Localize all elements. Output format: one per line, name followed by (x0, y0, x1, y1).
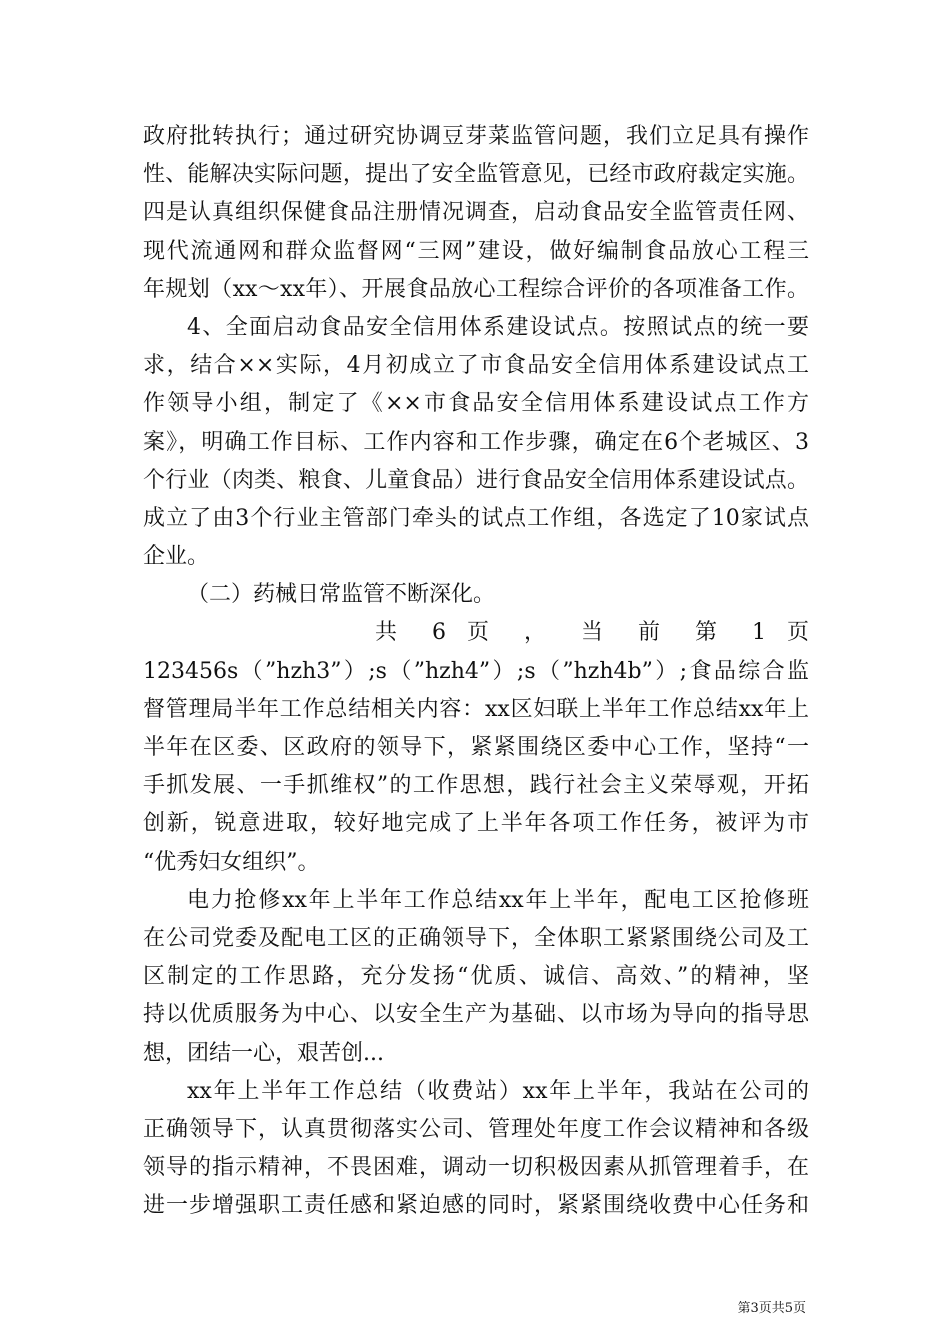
text-line: 123456s（”hzh3”）;s（”hzh4”）;s（”hzh4b”）;食品综合监 (143, 658, 809, 684)
text-line: 督管理局半年工作总结相关内容：xx区妇联上半年工作总结xx年上 (143, 696, 809, 722)
text-line: 半年在区委、区政府的领导下，紧紧围绕区委中心工作，坚持“一 (143, 735, 809, 760)
text-line: 作领导小组，制定了《××市食品安全信用体系建设试点工作方 (143, 391, 809, 417)
paragraph-start-line: xx年上半年工作总结（收费站）xx年上半年，我站在公司的 (187, 1078, 809, 1104)
text-line: 创新，锐意进取，较好地完成了上半年各项工作任务，被评为市 (143, 811, 809, 837)
page-number-footer: 第3页共5页 (737, 1301, 806, 1316)
text-line: 手抓发展、一手抓维权”的工作思想，践行社会主义荣辱观，开拓 (143, 773, 809, 799)
text-line: 进一步增强职工责任感和紧迫感的同时，紧紧围绕收费中心任务和 (143, 1193, 809, 1219)
paragraph-start-line: 电力抢修xx年上半年工作总结xx年上半年，配电工区抢修班 (187, 887, 809, 913)
text-line: 领导的指示精神，不畏困难，调动一切积极因素从抓管理着手，在 (143, 1155, 809, 1181)
paragraph-start-line: 4、全面启动食品安全信用体系建设试点。按照试点的统一要 (187, 314, 809, 340)
text-line: 性、能解决实际问题，提出了安全监管意见，已经市政府裁定实施。 (143, 162, 809, 188)
text-line: 持以优质服务为中心、以安全生产为基础、以市场为导向的指导思 (143, 1002, 809, 1028)
text-line: 年规划（xx～xx年）、开展食品放心工程综合评价的各项准备工作。 (143, 276, 809, 302)
text-line: 四是认真组织保健食品注册情况调查，启动食品安全监管责任网、 (143, 200, 809, 226)
text-line: 正确领导下，认真贯彻落实公司、管理处年度工作会议精神和各级 (143, 1116, 809, 1142)
page-count-line: 共 6 页 ， 当 前 第 1 页 (375, 620, 809, 646)
text-line: 现代流通网和群众监督网“三网”建设，做好编制食品放心工程三 (143, 238, 809, 264)
text-line: “优秀妇女组织”。 (143, 849, 320, 875)
text-line: 政府批转执行；通过研究协调豆芽菜监管问题，我们立足具有操作 (143, 124, 809, 149)
section-heading: （二）药械日常监管不断深化。 (187, 582, 496, 608)
text-line: 想，团结一心，艰苦创... (143, 1040, 384, 1066)
text-line: 在公司党委及配电工区的正确领导下，全体职工紧紧围绕公司及工 (143, 925, 809, 951)
text-line: 企业。 (143, 544, 210, 570)
text-line: 案》，明确工作目标、工作内容和工作步骤，确定在6个老城区、3 (143, 429, 809, 455)
text-line: 区制定的工作思路，充分发扬“优质、诚信、高效、”的精神，坚 (143, 964, 809, 990)
body-text (143, 118, 809, 1225)
text-line: 求，结合××实际，4月初成立了市食品安全信用体系建设试点工 (143, 353, 809, 379)
text-line: 成立了由3个行业主管部门牵头的试点工作组，各选定了10家试点 (143, 505, 809, 531)
text-line: 个行业（肉类、粮食、儿童食品）进行食品安全信用体系建设试点。 (143, 467, 809, 493)
